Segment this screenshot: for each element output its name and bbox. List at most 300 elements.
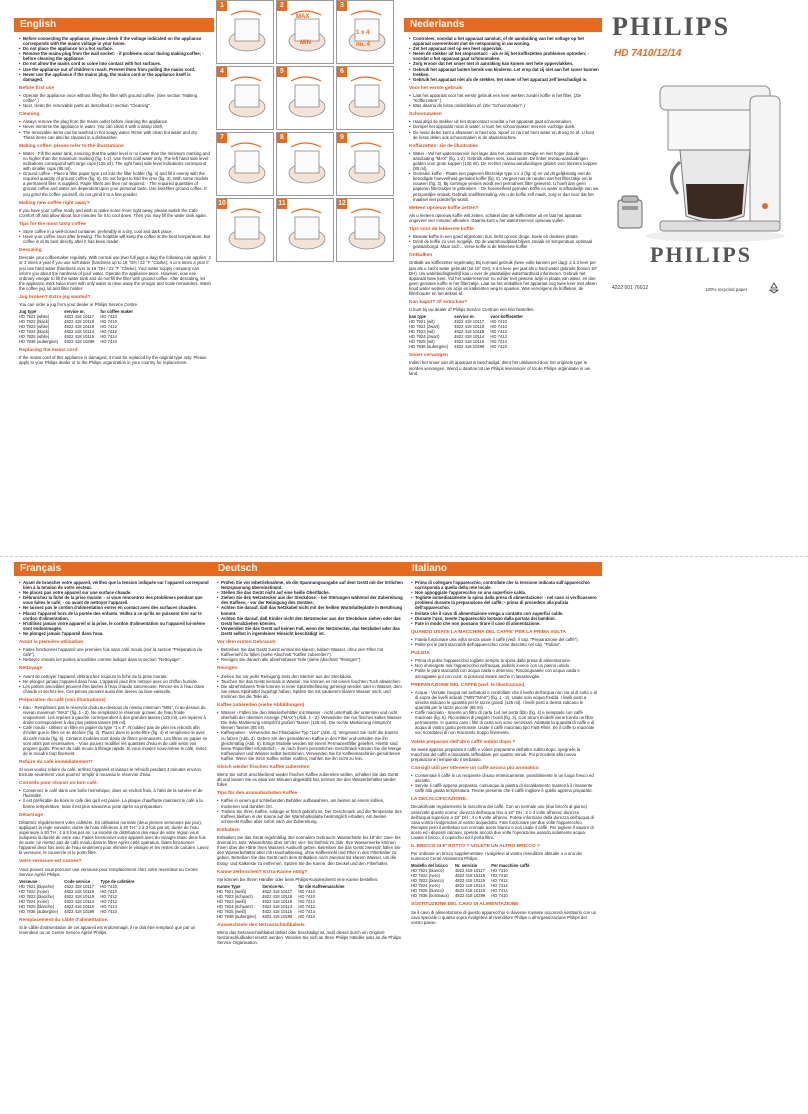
safety-item: • Gebruik het apparaat buiten bereik van kinderen. Let erop dat zij niet aan het snoer kunnen trekken. [409,67,599,77]
section-list [411,637,599,647]
jug-table-cell: HD 7410 [100,319,117,325]
section-item: • Fatela funzionare una volta senza usare il caffè (vedi. il cap. "Preparazione del caffè"). [411,637,599,642]
jug-table [409,314,529,349]
jug-table [19,879,140,914]
jug-table-cell: 4822 418 10119 [454,878,485,884]
section-text: Wenn Sie sofort anschließend wieder frischen Kaffee zubereiten wollen, schalten Sie das Gerät ab und lassen Sie es etwa vier Minuten abgekühlt hat, können Sie den Wasserbehälter wieder füllen. [217,772,399,788]
section-heading: Before first use [19,85,55,91]
jug-table-cell: 4822 418 10115 [64,903,95,909]
jug-table-head-cell: for coffee maker [100,309,133,315]
jug-table-cell: HD 7925 (bianco) [411,888,444,894]
jug-table-cell: 4822 418 10115 [262,908,293,914]
jug-table-cell: HD 7412 [298,898,315,904]
jug-table-cell: HD 7923 (blanche) [19,893,55,899]
jug-table-cell: HD 7412 [100,898,117,904]
section-list [19,647,209,662]
jug-table-cell: 4822 418 10118 [262,893,293,899]
recycled-note: 100% recycled paper [705,287,748,292]
phone-icon [616,194,644,230]
section-item: • De losse delen kunt u afwassen in heet sop. Spoel ze na met heet water en droog ze af. U kunt de losse delen ook schoonmaken in de afwasmachine. [409,130,599,140]
section-heading: QUANDO USATE LA MACCHINA DEL CAFFE' PER LA PRIMA VOLTA [411,629,566,635]
section-heading: Jug broken? Extra jug wanted? [19,295,91,301]
section-text: Als u meteen opnieuw koffie wilt zetten, schakel dan de koffiezetter uit en laat het apparaat ongeveer vier minuten afkoelen. Daarna kunt u het waterreservoir opnieuw vullen. [409,212,582,223]
english-body [14,32,214,366]
section-item: • Die abnehmbaren Teile können in einer Spülmittellösung gereinigt werden oder in Wasser, dem Sie etwas Spülmittel zugefügt haben. Spülen Sie mit sauberem klarem Wasser nach, und trocknen Sie die Teile ab. [217,684,403,699]
jug-table-head-cell: service nr. [454,314,475,320]
section-item: • Was daarna de losse onderdelen af. (Zie "Schoonmaken".) [409,103,599,108]
section-text: U kunt bij uw dealer of Philips Service Centrum een kan bestellen. [409,307,535,313]
section-item: • Laat het apparaat voor het eerste gebruik een keer werken zonder koffie in het filter. (Zie "Koffiezetten".) [409,93,599,103]
section-header-italiano: Italiano [406,562,602,576]
section-item: • Pulite le parti staccabili con acqua calda e detersivo. Risciacquatele con acqua calda e asciugatele poi con cura; si possono lavare anche in lavastoviglie. [411,668,599,678]
section-list [217,798,403,823]
jug-table-cell: 4822 418 10119 [64,893,95,899]
jug-table-cell: HD 7410 [490,344,507,350]
section-list [19,705,209,756]
jug-table-cell: 4822 418 10117 [64,883,95,889]
jug-table-cell: HD 7410 [100,883,117,889]
section-list [411,658,599,678]
safety-item: • Before connecting the appliance, please check if the voltage indicated on the appliance corresponds with the mains voltage in your home. [19,36,211,46]
safety-item: • Controleer, voordat u het apparaat aansluit, of de aanduiding van het voltage op het apparaat overeenkomt met de netspanning in uw woning. [409,36,599,46]
section-heading: Tips for the most tasty coffee [19,221,86,227]
jug-table-cell: HD 7414 [100,903,117,909]
jug-table-head-cell: voor koffiezetter [490,314,523,320]
safety-item: • Durante l'uso, tenete l'apparecchio lontano dalla portata dei bambini. [411,616,599,621]
safety-item: • Zorg ervoor dat het snoer niet in aanraking kan komen met hete oppervlakken. [409,61,599,66]
section-list [217,710,403,761]
italiano-column [406,562,602,1110]
max-label: MAX [296,14,310,20]
jug-table-row [19,909,140,914]
section-item: • Les parties amovibles peuvent être lavées à l'eau chaude savonneuse. Rincez-les à l'eau claire chaude et séchez-les. Ces pièces peuvent aussi être lavées au lave-vaisselle. [19,684,209,694]
jug-table-cell: 4822 418 10114 [454,334,485,340]
safety-item: • Never use the appliance if the mains plug, the mains cord or the appliance itself is damaged. [19,72,211,82]
jug-table-cell: HD 7936 (aubergine) [409,344,449,350]
section-item: • Kaffee in einem gut schließenden Behälter aufbewahren, am besten an einem kühlen, trockenen und dunklen Ort. [217,798,403,808]
section-item: • Avant de nettoyer l'appareil, débranchez toujours la fiche de la prise murale. [19,674,209,679]
illustration-panel [276,0,334,64]
francais-column [14,562,212,1110]
jug-table-cell: HD 7921 (blanche) [19,883,55,889]
jug-table-cell: HD 7414 [491,888,508,894]
jug-table-cell: HD 7924 (zwart) [409,334,440,340]
jug-table-head-cell: Service-Nr. [262,883,284,889]
jug-table-cell: HD 7923 (white) [19,324,50,330]
section-heading: Entkalken [217,827,240,833]
section-item: • Acqua - Versate l'acqua nel serbatoio e controllate che il livello dell'acqua non sia al di sotto o al di sopra dei livelli indicati ("MIN""MAX") (fig. 1 - 2). Usate solo acqua fredda. I livelli posti a sinistra indicano le quantità per le tazze grandi (125 ml). I livelli posti a destra indicano le quantità per le tazze piccole (85 ml). [411,690,599,710]
safety-item: • N'utilisez jamais votre appareil si la prise, le cordon d'alimentation ou l'appareil lui-même sont endommagés. [19,621,209,631]
section-text: You can order a jug from your dealer or Philips Service Centre. [19,302,139,308]
jug-table-cell: HD 7410 [491,873,508,879]
panel-number: 1 [217,1,227,11]
safety-item: • Ziehen Sie den Netzstecker aus der Steckdose: - bei Störungen während der Zubereitung des Kaffees, - vor der Reinigung des Gerätes. [217,595,403,605]
jug-table-cell: HD 7922 (nero) [411,873,440,879]
section-heading: Voor het eerste gebruik [409,85,463,91]
jug-table-cell: HD 7921 (white) [19,314,50,320]
section-item: • Eau - Remplissez pas le réservoir d'eau au-dessous du niveau minimum "MIN", ni au-dessus du niveau maximum "MAX" (fig. 1 - 2). Ne remplissez le réservoir qu'avec de l'eau froide uniquement. Les repères à gauche correspondent à des grandes tasses (125 ml). Les repères à droite correspondent à des plus petites tasses (85 ml). [19,705,209,725]
section-heading: Cleaning [19,112,40,118]
nederlands-column [404,18,602,550]
safety-item: • Evitate che il cavo di alimentazione venga a contatto con superfici calde. [411,611,599,616]
safety-item: • Do not place the appliance on a hot surface. [19,46,211,51]
coffee-maker-illustration [620,66,800,246]
jug-table-cell: HD 7412 [100,893,117,899]
illustration-panel [336,198,394,262]
jug-table-cell: HD 7410 [100,888,117,894]
jug-table-cell: 4822 418 10114 [64,329,95,335]
section-list [19,674,209,694]
section-text: If you have your coffee ready and wish to make some more right away, please switch the Cafe Comfort off and allow about four minutes for it to cool down. Then you may fill the water tank again. [19,207,208,218]
section-list [409,93,599,108]
section-item: • Reinigen Sie danach alle abnehmbaren Teile (siehe Abschnitt "Reinigen"). [217,657,403,662]
section-item: • Ne plongez jamais l'appareil dans l'eau. L'appareil peut être nettoyé avec un chiffon humide. [19,679,209,684]
jug-table-head-cell: Jug type [19,309,37,315]
jug-table-cell: HD 7936 (aubergine) [217,913,257,919]
section-heading: Tips voor de lekkerste koffie [409,227,474,232]
section-text: Sie können bei Ihrem Händler oder beim Philips-Kundendienst eine Kanne bestellen: [217,876,379,882]
safety-item: • Débranchez la fiche de la prise murale: - si vous rencontrez des problèmes pendant que vous faites le café; - ou avant de nettoyer l'appareil. [19,595,209,605]
jug-table-cell: HD 7936 (bordeaux) [411,893,449,899]
section-heading: Votre verseuse est cassée? [19,859,82,865]
filter-size-label: 1 x 4 [356,30,370,36]
safety-item: • Do not allow the mains cord to come into contact with hot surfaces. [19,61,211,66]
jug-table-head-cell: Verseuse [19,878,38,884]
section-item: • Haal altijd de stekker uit het stopcontact voordat u het apparaat gaat schoonmaken. [409,119,599,124]
jug-table-cell: 4822 418 10115 [454,888,485,894]
jug-table-row [411,893,535,898]
safety-item: • Gebruik het apparaat niet als de stekker, het snoer of het apparaat zelf beschadigd is. [409,77,599,82]
section-item: • Nettoyez ensuite les parties amovibles comme indiqué dans la section "Nettoyage". [19,657,209,662]
safety-list [411,580,599,626]
section-heading: Kanne zerbrochen? Extra-Kanne nötig? [217,869,308,875]
section-item: • Prima di pulire l'apparecchio togliete sempre la spina dalla presa di alimentazione. [411,658,599,663]
jug-table-cell: HD 7923 (weiß) [217,898,247,904]
section-heading: Schoonmaken [409,112,442,118]
illustrations [216,0,396,265]
section-text: Se il cavo di alimentazione di questo apparecchio si dovesse rovinare occorrerà sostituirlo con un cavo speciale o quanto sopra rivolgetevi al rivenditore Philips o all'organizzazione Philips del vostro paese. [411,909,597,925]
jug-table-cell: HD 7410 [100,339,117,345]
section-item: • Servite il caffè appena preparato, comunque la piastra di riscaldamento manterrà il rimanente caffè alla giusta temperatura. Tenete presente che il caffè migliore è quello appena preparato. [411,783,599,793]
panel-number: 2 [277,1,287,11]
jug-table-cell: 4822 418 10117 [64,314,95,320]
section-item: • Tauchen Sie das Gerät niemals in Wasser. Sie können es mit einem feuchten Tuch abwischen. [217,679,403,684]
deutsch-column [212,562,406,1110]
section-text: Si vous voulez refaire du café, arrêtez l'appareil et laissez-le refroidir pendant 4 minutes environ. Ensuite seulement vous pourrez remplir à nouveau le réservoir d'eau. [19,767,203,778]
jug-table-cell: 4822 418 10115 [64,334,95,340]
safety-item: • Fate in modo che non possano tirare il cavo di alimentazione. [411,621,599,626]
jug-table-cell: HD 7922 (noire) [19,888,49,894]
safety-list [409,36,599,82]
safety-item: • Use the appliance out of children's reach. Prevent them from pulling the mains cord. [19,67,211,72]
panel-number: 6 [337,67,347,77]
section-list [217,674,403,699]
jug-table [19,309,139,344]
illustration-panel [276,132,334,196]
safety-item: • Placez l'appareil hors de la portée des enfants. Veillez à ce qu'ils ne puissent tirer sur le cordon d'alimentation. [19,611,209,621]
safety-item: • Prüfen Sie vor Inbetriebnahme, ob die Spannungsangabe auf dem Gerät mit der örtlichen Netzspannung übereinstimmt. [217,580,403,590]
jug-table-row [19,339,139,344]
section-list [409,151,599,202]
section-text: Indien het snoer van dit apparaat is beschadigd, dient het uitsluitend door het originele type te worden vervangen. Wend u daartoe tot uw Philips leverancier of tot de Philips organisatie in uw land. [409,360,590,376]
jug-table-cell: HD 7410 [298,888,315,894]
jug-table-cell: HD 7923 (wit) [409,329,435,335]
jug-table-cell: HD 7410 [491,893,508,899]
jug-table-cell: HD 7410 [490,324,507,330]
safety-item: • Achten Sie darauf, daß Kinder nicht den Netzstecker aus der Steckdose ziehen oder das Gerät herabziehen können. [217,616,403,626]
filter-number-label: no. 4 [356,42,371,48]
jug-table-head-cell: Nr. servizio [454,863,478,869]
jug-table-cell: 4822 418 10299 [64,908,95,914]
section-heading: IL BRICCO SI E' ROTTO ? VOLETE UN ALTRO BRICCO ? [411,844,540,850]
section-list [19,119,211,139]
jug-table-cell: 4822 418 10117 [454,868,485,874]
jug-table-cell: 4822 418 10114 [454,883,485,889]
jug-table-cell: HD 7410 [491,868,508,874]
jug-table-cell: HD 7414 [490,339,507,345]
nederlands-body [404,32,602,376]
jug-table-cell: HD 7922 (black) [19,319,50,325]
section-item: • Caffè macinato - Inserite un filtro di carta 1x4 nel porta filtro (fig. 4) e riempitelo con caffè macinato (fig. 5). Ricordatevi di piegare i bordi (fig. 3). Con alcuni modelli viene fornito un filtro permanente. In questo caso i filtri di carta non sono necessari. Adattate la quantità di caffè e di acqua al vostro gusto personale. Usate il caffè macinato tipo Fast-Filter. Se il caffè lo macinate voi, ricordatevi di non macinarlo troppo finemente. [411,710,599,735]
jug-table-cell: HD 7925 (blanche) [19,903,55,909]
section-heading: Kaffee zubereiten (siehe Abbildungen) [217,702,305,708]
jug-table-cell: HD 7922 (zwart) [409,324,440,330]
brand-logo: PHILIPS [612,12,731,41]
jug-table [217,884,350,919]
jug-table-cell: HD 7925 (wit) [409,339,435,345]
section-item: • Conservez le café dans une boîte hermétique, dans un endroit frais, à l'abri de la lumière et de l'humidité. [19,788,209,798]
section-list [411,773,599,793]
illustration-panel [216,0,274,64]
section-text: Decalcificate regolarmente la macchina del caffè. Con un normale uso (due bricchi al giorno) osservate queste norme: durezza dell'acqua fino a 18° DH : 2 o 3 volte all'anno; durezza dell'acqua superiore a 18° DH : 4 o 5 volte all'anno. Potete informarvi della durezza dell'acqua di casa vostra rivolgendovi al vostro acquedotto. Fate funzionare per due volte l'apparecchio. Riempite però il serbatoio con normale aceto bianco e non usate il caffè. Per togliere il sapore di aceto ed i depositi calcarei, ripetete ancora due volte l'operazione usando solamente acqua. Lavate il bricco, il coperchio ed il porta filtro. [411,804,594,841]
jug-table-head-cell: Kanne Type [217,883,241,889]
illustration-panel [276,66,334,130]
section-header-francais: Français [14,562,212,576]
section-item: • Conservate il caffè in un recipiente chiuso ermeticamente, possibilmente in un luogo fresco ed asciutto. [411,773,599,783]
section-heading: Avant la première utilisation [19,640,84,646]
jug-table-cell: HD 7924 (noire) [19,898,49,904]
section-item: • Store coffee in a well-closed container, preferably in a dry, cool and dark place. [19,229,211,234]
safety-item: • Prima di collegare l'apparecchio, controllate che la tensione indicata sull'apparecchio corrisponda a quella della rete locale. [411,580,599,590]
italiano-body [406,576,602,925]
section-item: • Bewaar koffie in een goed afgesloten bus, liefst op een droge, koele en donkere plaats. [409,234,599,239]
jug-table-cell: HD 7921 (bianco) [411,868,444,874]
section-text: Si le câble d'alimentation de cet appareil est endommagé, il ne doit être remplacé que par un revendeur ou un Centre Service Agréé Philips. [19,924,196,935]
jug-table-cell: 4822 418 10299 [454,344,485,350]
jug-table-cell: HD 7412 [100,324,117,330]
section-heading: Conseils pour réussir un bon café: [19,781,99,787]
jug-table-cell: 4822 418 10299 [64,339,95,345]
safety-item: • Remove the mains plug from the wall socket: - if problems occur during making coffee; - before cleaning the appliance. [19,51,211,61]
francais-body [14,576,212,935]
section-heading: SOSTITUZIONE DEL CAVO DI ALIMENTAZIONE [411,902,519,908]
jug-table-header [19,879,140,884]
safety-item: • Togliete immediatamente la spina dalla presa di alimentazione: - nel caso si verificassero problemi durante la preparazione del caffè; - prima di procedere alla pulizia dell'apparecchio. [411,595,599,610]
section-heading: Kan kapot? Of extra kan? [409,300,468,306]
safety-list [19,36,211,82]
fold-line [0,556,808,557]
section-heading: Ontkalken [409,253,433,259]
jug-table-cell: 4822 418 10115 [454,339,485,345]
jug-table-cell: 4822 418 10119 [262,898,293,904]
jug-table-cell: HD 7414 [298,908,315,914]
safety-item: • Verwenden Sie das Gerät auf keinen Fall, wenn der Netzstecker, das Netzkabel oder das Gerät selbst in irgendeiner Hinsicht beschädigt ist. [217,626,403,636]
safety-item: • Achten Sie darauf, daß das Netzkabel nicht mit der heißen Warmhalteplatte in Berührung kommt. [217,605,403,615]
jug-table-cell: 4822 418 10119 [64,324,95,330]
jug-table-head-cell: Code service [64,878,91,884]
jug-table [411,863,535,898]
section-item: • Ziehen Sie vor jeder Reinigung stets den Stecker aus der Steckdose. [217,674,403,679]
section-heading: Détartrage [19,812,43,818]
section-list [409,119,599,139]
jug-table-cell: HD 7925 (weiß) [217,908,247,914]
jug-table-cell: HD 7924 (nero) [411,883,440,889]
section-list [411,690,599,736]
section-item: • Café moulu - Utilisez un filtre en papier du type "1 x 4". N'oubliez pas de plier les rebords afin d'éviter que le filtre ne se déchire (fig. 3). Placez dans le porte-filtre (fig. 4) et remplissez-le avec du café moulu (fig. 5). Certains modèles sont dotés de filtres permanents. Les filtres en papier ne sont alors pas nécessaires. - Vous pouvez modifier les quantités d'eau et de café selon vos propres goûts. Prenez du café moulu à filtrage rapide. Si vous moulez vous-même le café, évitez de le moudre trop finement. [19,725,209,756]
jug-table-cell: HD 7924 (black) [19,329,50,335]
jug-table-cell: 4822 418 10118 [64,319,95,325]
jug-table-cell: HD 7410 [490,319,507,325]
section-header-english: English [14,18,214,32]
section-heading: Descaling [19,248,42,254]
deutsch-body [212,576,406,945]
section-text: Wenn das Netzanschlußkabel defekt oder beschädigt ist, muß dieses durch ein Original-Netzanschlußkabel ersetzt werden. Wenden Sie sich an Ihren Philips Händler oder an die Philips Service Organisation. [217,929,402,946]
jug-table-head-cell: Modello del bricco [411,863,448,869]
section-heading: PREPARAZIONE DEL CAFFÈ (ved. le illustrazioni) [411,682,525,688]
section-list [19,151,211,197]
jug-table-cell: HD 7412 [100,329,117,335]
jug-table-cell: HD 7921 (wit) [409,319,435,325]
section-item: • Faites fonctionner l'appareil une première fois sans café moulu (voir la section "Préparation du café"). [19,647,209,657]
part-number: 4222 001 76012 [612,285,649,291]
jug-table-cell: HD 7412 [490,334,507,340]
section-item: • Gemalen koffie - Plaats een papieren filterzakje type 1 x 4 (fig. 4) en vul dit gelijkmatig met de benodigde hoeveelheid gemalen koffie (fig. 5). Vergeet niet de randen van het filterzakje om te vouwen (fig. 3). Bij sommige versies wordt een permanent filter geleverd. U hoeft dan geen papieren filterzakjes te gebruiken. - De hoeveelheid gemalen koffie en water is afhankelijk van uw persoonlijke smaak. Gebruik snelfiltermaling. Als u de koffie zelf maalt, zorg er dan voor dat het maalsel niet poederfijn wordt. [409,171,599,202]
section-heading: Making coffee: please refer to the illustrations [19,143,124,149]
section-item: • Dompel het apparaat nooit in water. U kunt het schoonmaken met een vochtige doek. [409,124,599,129]
jug-table-head-cell: für die Kaffeemaschine [298,883,345,889]
jug-table-row [217,914,350,919]
jug-table-cell: HD 7410 [100,314,117,320]
panel-number: 4 [217,67,227,77]
jug-table-cell: 4822 418 10119 [454,329,485,335]
safety-item: • Stellen Sie das Gerät nicht auf eine heiße Oberfläche. [217,590,403,595]
section-heading: Consigli utili per ottenere un caffè ancora più aromatico: [411,765,541,771]
panel-number: 7 [217,133,227,143]
section-list [19,229,211,244]
jug-table-cell: HD 7924 (schwarz) [217,903,253,909]
section-item: • Operate the appliance once without filling the filter with ground coffee. (See section "Making coffee".) [19,93,211,103]
jug-table-cell: 4822 418 10118 [454,873,485,879]
section-heading: Auswechseln des Netzanschlußkabels [217,922,305,928]
section-item: • Kaffeepulver - Verwenden Sie Filterpapier Typ "1x4" (Abb. 4). Vergessen Sie nicht die Kanten zu falzen (Abb. 3). Geben Sie den gemahlenen Kaffee in den Filter und verteilen Sie ihn gleichmäßig (Abb. 5). Einige Modelle werden mit einem Permanentfilter geliefert. Hierfür sind keine Papierfilter erforderlich. - Je nach Ihrem persönlichen Geschmack können Sie die Menge Kaffeepulver und Wasser selbst bestimmen. Verwenden Sie für Kaffeemaschinen gemahlenen Kaffee. Wenn Sie Ihren Kaffee selber mahlen, mahlen Sie ihn nicht zu fein. [217,730,403,761]
section-heading: PULIZIA [411,651,430,657]
section-item: • Always remove the plug from the mains outlet before cleaning the appliance. [19,119,211,124]
section-heading: Remplacement du câble d'alimentation [19,917,108,923]
section-text: Entkalken Sie das Gerät regelmäßig. Bei normalem Gebrauch: Wasserhärte bis 18°dH: zwei- bis dreimal im Jahr. Wasserhärte über 18°dH: vier- bis fünfmal im Jahr. Ihre Wasserwerke können Ihnen über die Härte Ihres Wassers Auskunft geben. Betreiben Sie das Gerät zweimal; füllen Sie den Wasserbehälter aber mit Haushaltsessig, ohne Kaffeemehl und Filter in den Filterhalter zu geben. Betreiben Sie das Gerät nach dem Entkalken noch zweimal mit klarem Wasser, um die Essig- und Kalkreste zu entfernen. Spülen Sie die Kanne, den Deckel und den Filterhalter. [217,835,401,866]
jug-table-cell: 4822 418 10114 [262,903,293,909]
section-list [19,788,209,808]
section-item: • Water - Vul het waterreservoir niet lager dan het onderste streepje en niet hoger dan de aanduiding "MAX" (fig. 1-2). Gebruik alleen vers, koud water. De linker niveau-aanduidingen gelden voor grote koppen (125 ml). De rechter niveau-aanduidingen gelden voor kleinere koppen (85 ml). [409,151,599,171]
english-column [14,18,214,550]
safety-list [19,580,209,636]
safety-item: • Ne laissez pas le cordon d'alimentation entrer en contact avec des surfaces chaudes. [19,605,209,610]
jug-table-cell: 4822 418 10117 [454,319,485,325]
section-heading: Tips für den aromatischsten Kaffee [217,791,298,797]
section-item: • Trinken Sie Ihren Kaffee, solange er frisch gebrüht ist. Der Geschmack und die Temperatur des Kaffees bleiben in der Kanne auf der Warmhalteplatte bestmöglich erhalten. Am besten schmeckt Kaffee aber sofort nach der Zubereitung. [217,809,403,824]
safety-item: • Ne placez pas votre appareil sur une surface chaude. [19,590,209,595]
section-heading: Préparation du café (voir illustrations) [19,697,106,703]
section-text: Descale your coffeemaker regularly. With normal use (two full jugs a day) the following rule applies: 2 or 3 times a year if you use soft water (hardness up to 18 °DH / 22 °F °Clarke); 4 or 5 times a year if you use hard water (hardness over to 18 °DH / 22 °F °Clarke). Your water supply company can inform you about the hardness of your water. Operate the appliance twice. However, now use ordinary vinegar to fill the water tank and do not fill the filter with ground coffee. After descaling, let the appliance work twice more with only water to rinse away the vinegar and scale remainders. Wash the coffee jug, lid and filter holder. [19,255,211,291]
panel-number: 8 [277,133,287,143]
panel-number: 3 [337,1,347,11]
jug-table-row [409,344,529,349]
section-heading: Gleich wieder frischen Kaffee zubereiten [217,765,310,770]
panel-number: 10 [218,200,226,207]
section-item: • Water - Fill the water tank, ensuring that the water level is no lower than the minimum marking and no higher than the maximum marking (fig. 1-2). Use fresh cold water only. The left hand side level indications correspond with large cups (125 ml). The right hand side level indications correspond with smaller cups (85 ml). [19,151,211,171]
section-list [217,647,403,662]
jug-table-head-cell: kan type [409,314,426,320]
section-text: Ontkalk uw koffiezetter regelmatig. Bij normaal gebruik (twee volle kannen per dag): 2 à 3 keer per jaar als u zacht water gebruikt (tot 18° DH); 4 à 5 keer per jaar als u hard water gebruikt (boven 18° DH). Uw waterleidingbedrijf kan u over de plaatselijke waterhardheid informeren. Gebruik het apparaat twee keer. Vul het waterreservoir nu echter met gewone azijn in plaats van water, en doe geen gemalen koffie in het filterzakje. Laat na het ontkalken het apparaat nog twee keer met alleen koud water werken om azijn en kalkresten weg te spoelen. Was vervolgens de koffiekan, de filterhouder en het deksel af. [409,260,598,297]
jug-table-cell: HD 7412 [490,329,507,335]
jug-table-cell: 4822 418 10114 [64,898,95,904]
jug-table-head-cell: service nr. [64,309,85,315]
min-label: MIN [300,40,311,46]
jug-table-head-cell: Type de cafetière [100,878,135,884]
section-item: • Wasser - Füllen Sie den Wasserbehälter mit Wasser - nicht unterhalb der untersten und nicht oberhalb der obersten Anzeige ("MAX") (Abb. 1 - 2). Verwenden Sie nur frisches kaltes Wasser. Die linke Markierung entspricht großen Tassen (125 ml). Die rechte Markierung entspricht kleinen Tassen (85 ml). [217,710,403,730]
jug-table-cell: HD 7936 (aubergine) [19,339,59,345]
section-item: • Non immergete mai l'apparecchio nell'acqua; pulitelo invece con un panno umido. [411,663,599,668]
jug-table-cell: HD 7925 (white) [19,334,50,340]
section-header-deutsch: Deutsch [212,562,406,576]
section-heading: Making new coffee right away? [19,200,90,206]
jug-table-cell: HD 7923 (bianco) [411,878,444,884]
section-heading: LA DECALCIFICAZIONE. [411,797,468,803]
section-item: • Pulite poi le parti staccabili dell'apparecchio come descritto nel cap. "Pulizia". [411,642,599,647]
section-heading: Meteen opnieuw koffie zetten? [409,205,479,211]
section-text: Détartrez régulièrement votre cafetière. En utilisation normale (deux pleines verseuses par jour), appliquez la règle suivante: durée de l'eau inférieure à 30 TH : 2 à 3 fois par an; durée de l'eau supérieure à 30 TH : 4 à 5 fois par an. La société de distribution des eaux de votre région vous indiquera la dureté de votre eau. Faites fonctionner votre appareil avec du vinaigre blanc deux fois de suite: ne mettez pas de café moulu dans le filtre! Après cette opération, faites fonctionner l'appareil deux fois avec de l'eau seulement pour éliminer le vinaigre et les restes de calcaire. Lavez la verseuse, le couvercle et le porte filtre. [19,819,209,856]
section-heading: Reinigen [217,666,238,672]
jug-table-cell: HD 7410 [100,908,117,914]
section-list [19,93,211,108]
section-item: • Have your coffee soon after brewing. The hotplate will keep the coffee at the best temperature. But coffee is at its best directly after it has been made! [19,234,211,244]
jug-table-cell: HD 7922 (schwarz) [217,893,253,899]
jug-table-cell: 4822 418 10299 [454,893,486,899]
model-number: HD 7410/12/14 [614,48,682,59]
section-heading: Refaire du café immédiatement? [19,759,93,765]
jug-table-cell: 4822 418 10118 [64,888,95,894]
safety-item: • Zet het apparaat niet op een heet oppervlak. [409,46,599,51]
illustration-panel [216,66,274,130]
section-list [409,234,599,249]
panel-number: 5 [277,67,287,77]
illustration-panel [336,66,394,130]
section-text: Vous pouvez vous procurer une verseuse pour remplacement chez votre revendeur ou Centre Service Agréé Philips [19,866,198,877]
jug-table-cell: HD 7414 [100,334,117,340]
section-heading: Replacing the mains cord [19,348,78,354]
jug-table-cell: 4822 418 10117 [262,888,293,894]
recycle-icon [768,282,780,294]
panel-number: 12 [338,200,346,207]
section-item: • Il est préférable de boire le café dès qu'il est passé. La plaque chauffante maintient le café à la bonne température, mais il est plus savoureux juste après sa préparation. [19,798,209,808]
section-item: • The removable items can be washed in hot soapy water. Rinse with clean hot water and dry. These items can also be cleaned in a dishwasher. [19,130,211,140]
safety-item: • Ne plongez jamais l'appareil dans l'eau. [19,631,209,636]
jug-table-head-cell: Per macchine caffè [491,863,530,869]
jug-table-cell: HD 7410 [298,913,315,919]
jug-table-cell: HD 7412 [491,883,508,889]
section-heading: Nettoyage [19,666,43,672]
section-header-nederlands: Nederlands [404,18,602,32]
section-item: • Drink de koffie zo vers mogelijk. Op de warmhoudplaat blijven smaak en temperatuur optimaal gewaarborgd. Maar toch... verse koffie is de lekkerste koffie! [409,239,599,249]
